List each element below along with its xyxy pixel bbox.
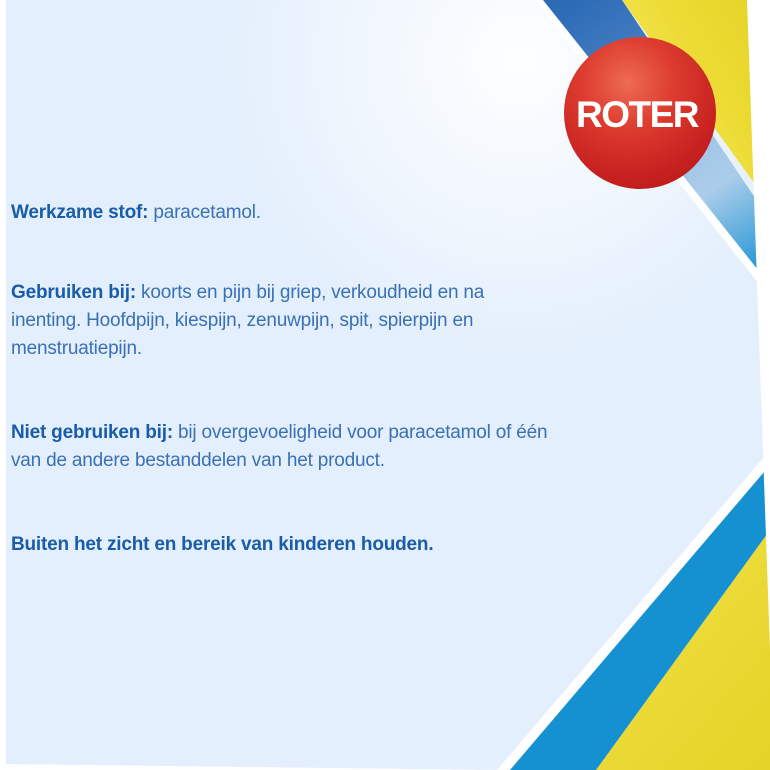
usage-section	[11, 279, 484, 363]
usage-line-3: menstruatiepijn.	[11, 338, 142, 359]
usage-text-1: koorts en pijn bij griep, verkoudheid en na	[141, 282, 485, 303]
usage-line-2: inenting. Hoofdpijn, kiespijn, zenuwpijn, spit, spierpijn en	[11, 310, 474, 331]
keep-away-warning: Buiten het zicht en bereik van kinderen houden.	[11, 534, 434, 555]
active-ingredient-label: Werkzame stof:	[11, 202, 149, 223]
contraindication-section	[11, 419, 547, 475]
usage-label: Gebruiken bij:	[11, 282, 136, 303]
active-ingredient-section	[11, 199, 261, 227]
contraindication-text-1: bij overgevoeligheid voor paracetamol of één	[178, 422, 548, 443]
keep-away-from-children-section	[11, 531, 433, 559]
roter-logo-text: ROTER	[576, 94, 698, 135]
contraindication-line-1	[11, 419, 547, 447]
active-ingredient-value: paracetamol.	[153, 202, 261, 223]
contraindication-label: Niet gebruiken bij:	[11, 422, 173, 443]
keep-away-line	[11, 531, 433, 559]
usage-line-1	[11, 279, 484, 307]
active-ingredient-line	[11, 199, 261, 227]
contraindication-line-2: van de andere bestanddelen van het product.	[11, 450, 385, 471]
